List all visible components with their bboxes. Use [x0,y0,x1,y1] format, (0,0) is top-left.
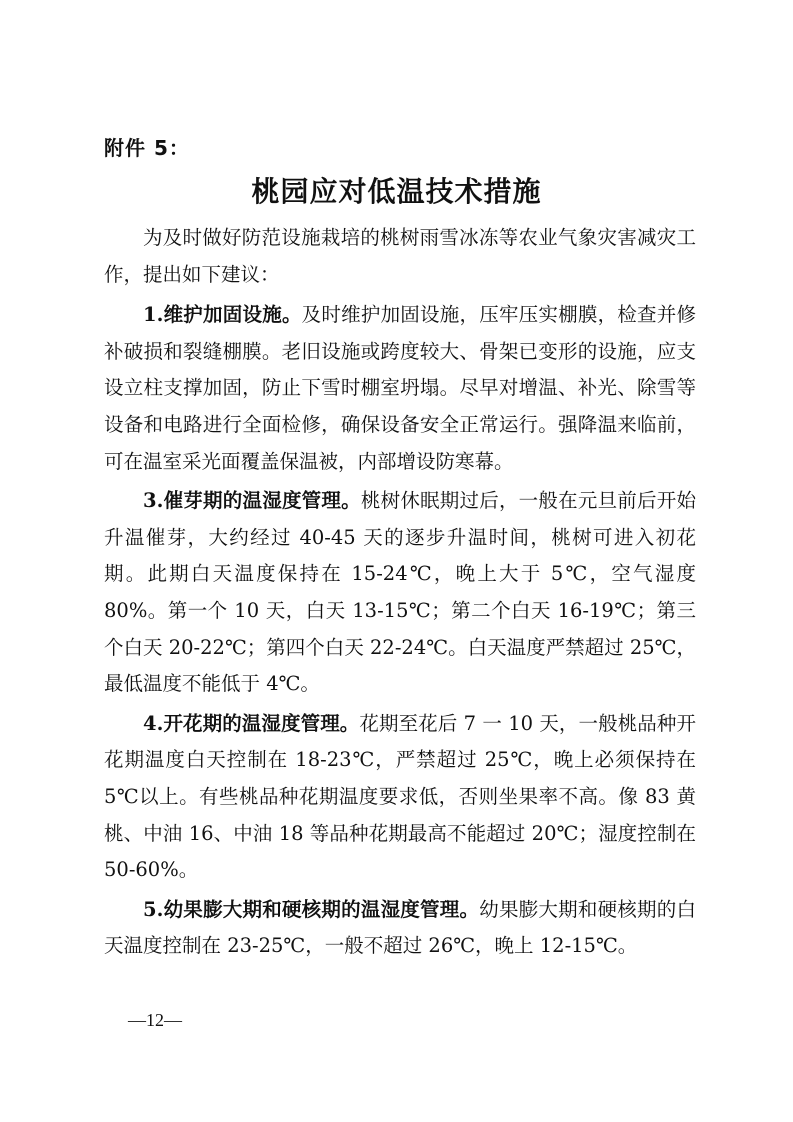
intro-paragraph: 为及时做好防范设施栽培的桃树雨雪冰冻等农业气象灾害减灾工作，提出如下建议： [104,226,696,286]
section-heading: 5.幼果膨大期和硬核期的温湿度管理。 [143,897,480,921]
section-text: 及时维护加固设施，压牢压实棚膜，检查并修补破损和裂缝棚膜。老旧设施或跨度较大、骨架已变形的设施，应支设立柱支撑加固，防止下雪时棚室坍塌。尽早对增温、补光、除雪等设备和电路进行全面检修，确保设备安全正常运行。强降温来临前，可在温室采光面覆盖保温被，内部增设防寒幕。 [104,303,696,473]
section-paragraph [104,892,696,965]
section-heading: 1.维护加固设施。 [143,303,302,327]
page-number: —12— [128,1010,182,1030]
section-text: 花期至花后 7 一 10 天，一般桃品种开花期温度白天控制在 18-23℃，严禁超过 25℃，晚上必须保持在 5℃以上。有些桃品种花期温度要求低，否则坐果率不高。像 83 黄桃、中油 16、中油 18 等品种花期最高不能超过 20℃；湿度控制在 50-60%。 [104,711,696,882]
section-text: 桃树休眠期过后，一般在元旦前后开始升温催芽，大约经过 40-45 天的逐步升温时间，桃树可进入初花期。此期白天温度保持在 15-24℃，晚上大于 5℃，空气湿度 80%。第一个 10 天，白天 13-15℃；第二个白天 16-19℃；第三个白天 20-22℃；第四个白天 22-24℃。白天温度严禁超过 25℃，最低温度不能低于 4℃。 [104,489,696,696]
document-title: 桃园应对低温技术措施 [251,175,542,208]
section-paragraph [104,483,696,703]
section-heading: 3.催芽期的温湿度管理。 [143,489,361,513]
document-body [104,220,696,968]
section-paragraph [104,297,696,480]
attachment-label: 附件 5： [104,136,190,160]
section-heading: 4.开花期的温湿度管理。 [143,711,360,735]
section-paragraph [104,706,696,889]
section-text: 幼果膨大期和硬核期的白天温度控制在 23-25℃，一般不超过 26℃，晚上 12-15℃。 [104,897,696,958]
